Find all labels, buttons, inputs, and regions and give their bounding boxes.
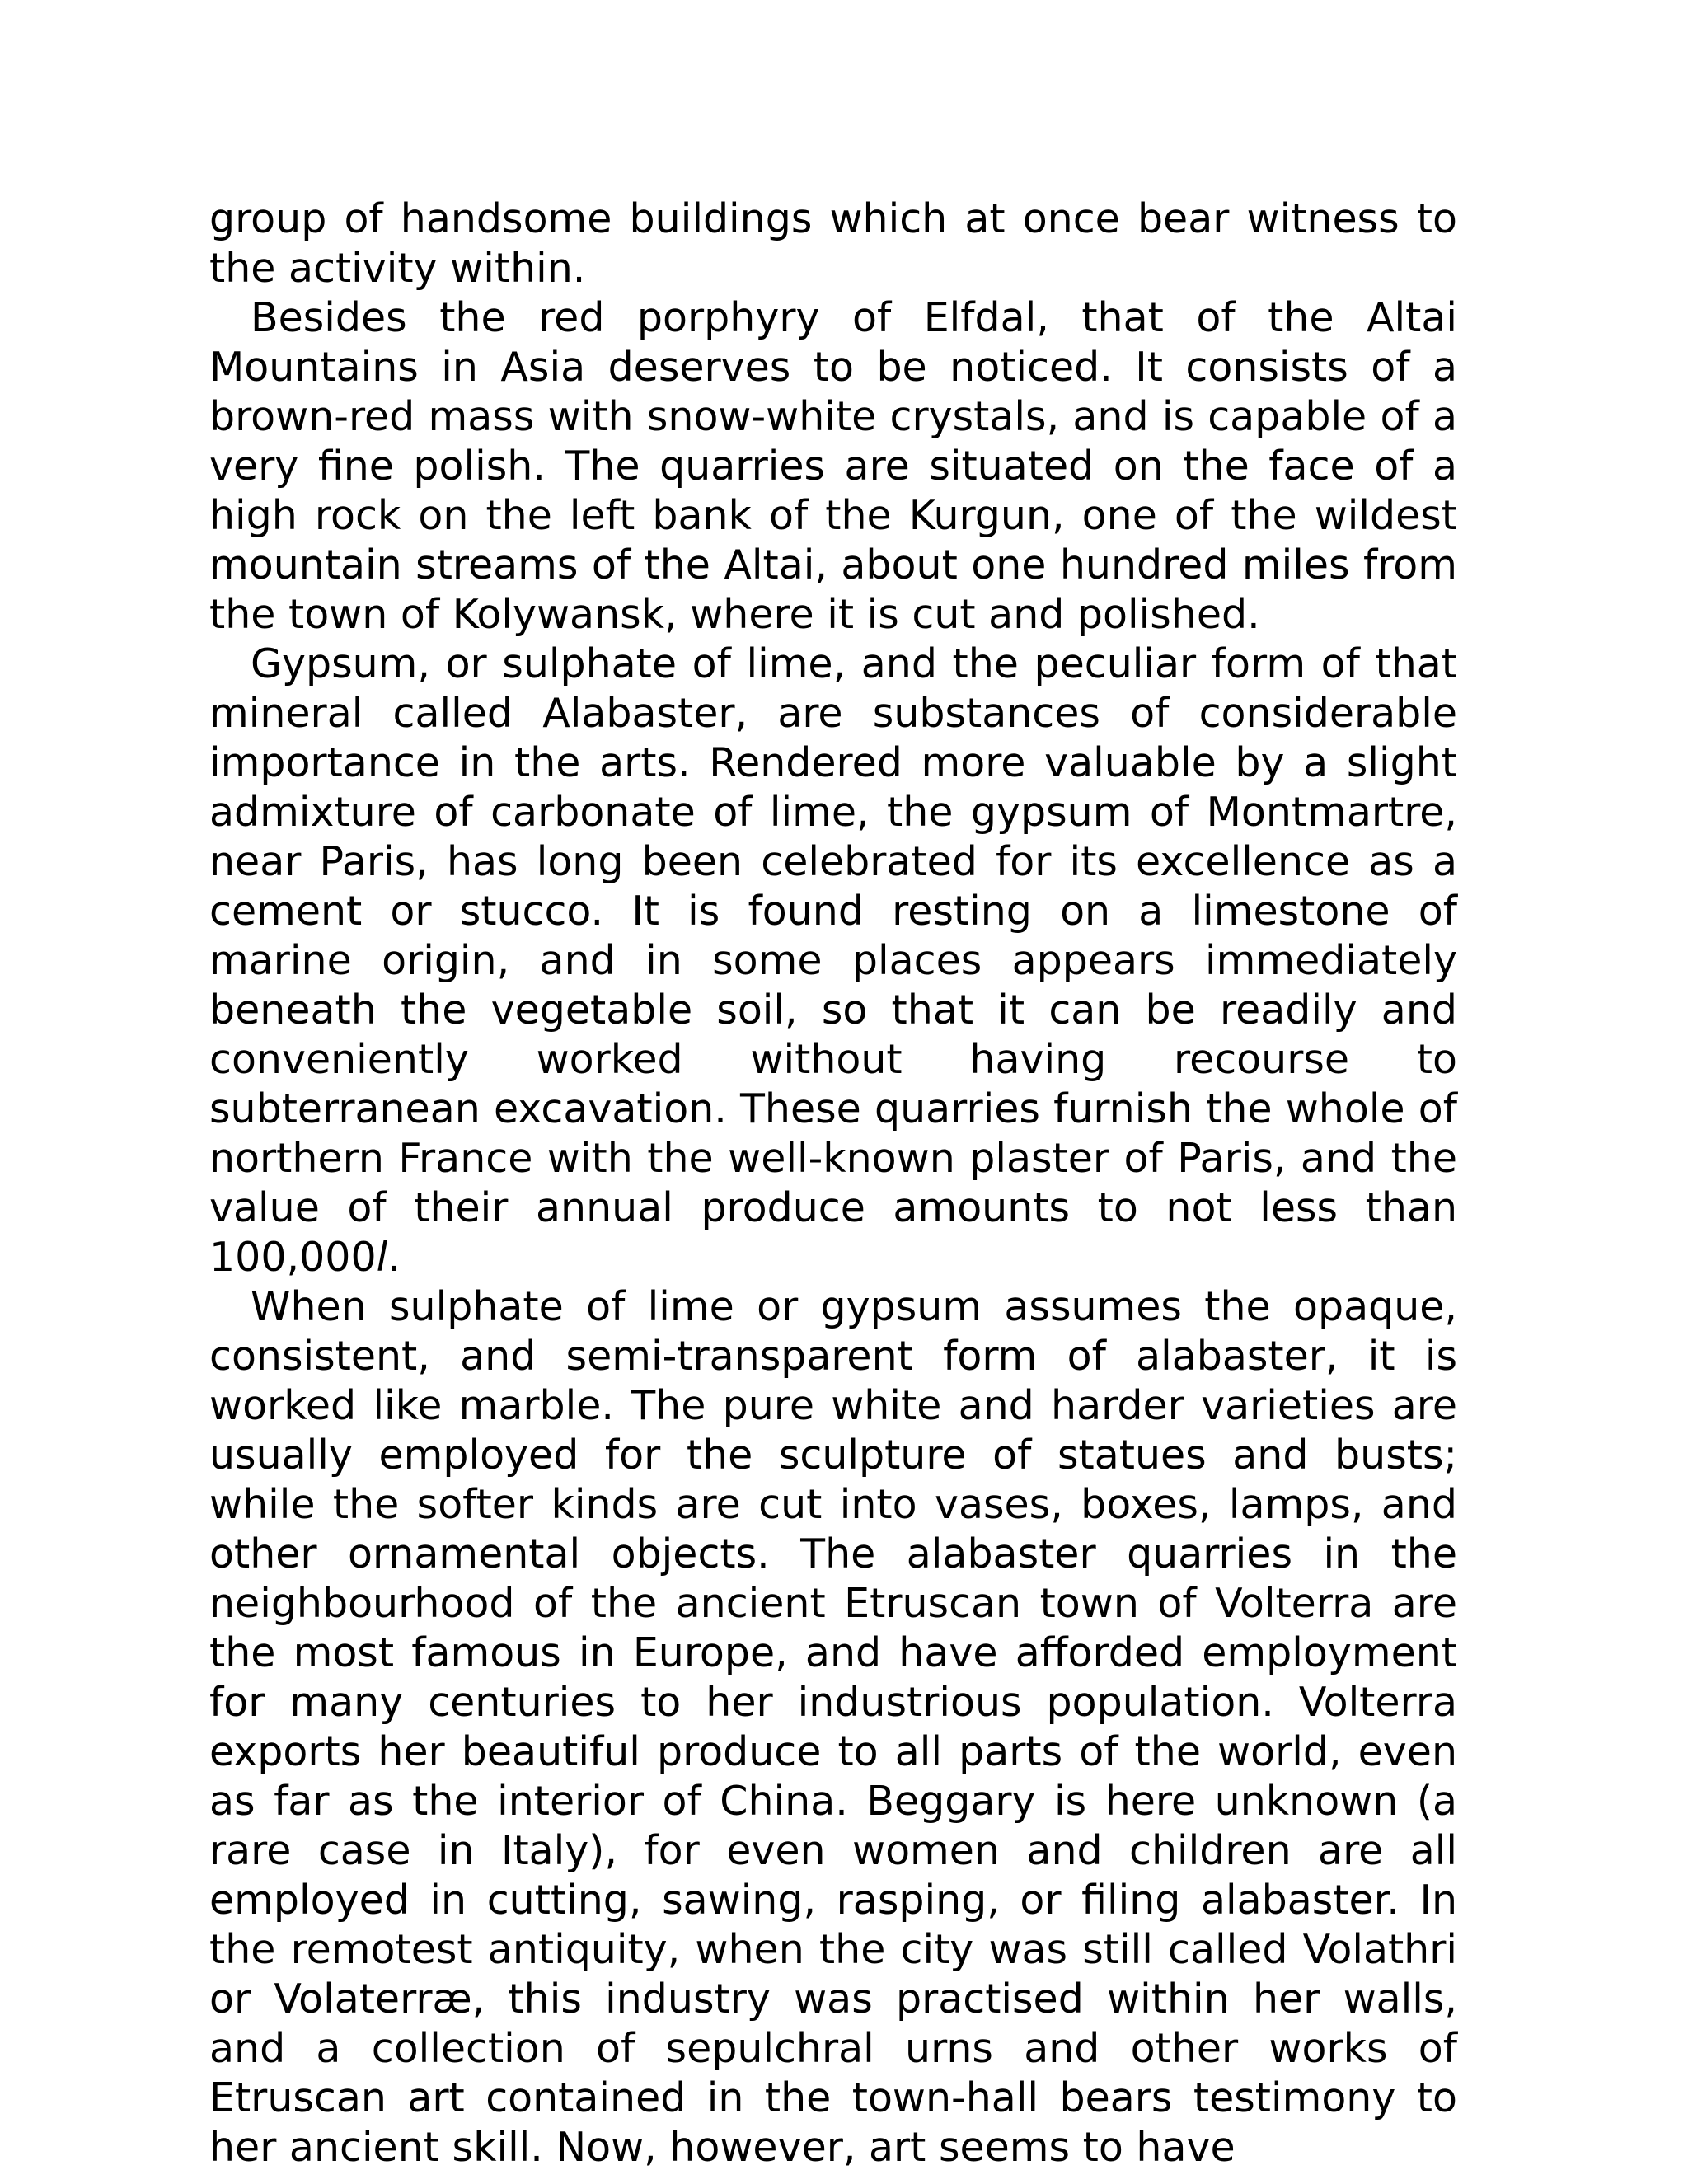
paragraph-continuation: group of handsome buildings which at once bear witness to the activity within. xyxy=(209,195,1457,292)
page-body xyxy=(209,194,1457,2172)
paragraph-gypsum-end: . xyxy=(387,1234,401,1281)
currency-unit: l xyxy=(376,1234,388,1281)
paragraph-gypsum-text: Gypsum, or sulphate of lime, and the peculiar form of that mineral called Alabaster, are substances of considerable importance in the arts. Rendered more valuable by a slight admixture of carbonate of lime, the gypsum of Montmartre, near Paris, has long been celebrated for its excellence as a cement or stucco. It is found resting on a limestone of marine origin, and in some places appears immediately beneath the vegetable soil, so that it can be readily and conveniently worked without having recourse to subterranean excavation. These quarries furnish the whole of northern France with the well-known plaster of Paris, and the value of their annual produce amounts to not less than 100,000 xyxy=(209,640,1457,1281)
paragraph-alabaster: When sulphate of lime or gypsum assumes the opaque, consistent, and semi-transparent form of alabaster, it is worked like marble. The pure white and harder varieties are usually employed for the sculpture of statues and busts; while the softer kinds are cut into vases, boxes, lamps, and other ornamental objects. The alabaster quarries in the neighbourhood of the ancient Etruscan town of Volterra are the most famous in Europe, and have afforded employment for many centuries to her industrious population. Volterra exports her beautiful produce to all parts of the world, even as far as the interior of China. Beggary is here unknown (a rare case in Italy), for even women and children are all employed in cutting, sawing, rasping, or filing alabaster. In the remotest antiquity, when the city was still called Volathri or Volaterræ, this industry was practised within her walls, and a collection of sepulchral urns and other works of Etruscan art contained in the town-hall bears testimony to her ancient skill. Now, however, art seems to have xyxy=(209,1283,1457,2171)
paragraph-porphyry: Besides the red porphyry of Elfdal, that of the Altai Mountains in Asia deserves to be noticed. It consists of a brown-red mass with snow-white crystals, and is capable of a very fine polish. The quarries are situated on the face of a high rock on the left bank of the Kurgun, one of the wildest mountain streams of the Altai, about one hundred miles from the town of Kolywansk, where it is cut and polished. xyxy=(209,294,1457,638)
paragraph-gypsum xyxy=(209,640,1457,1282)
